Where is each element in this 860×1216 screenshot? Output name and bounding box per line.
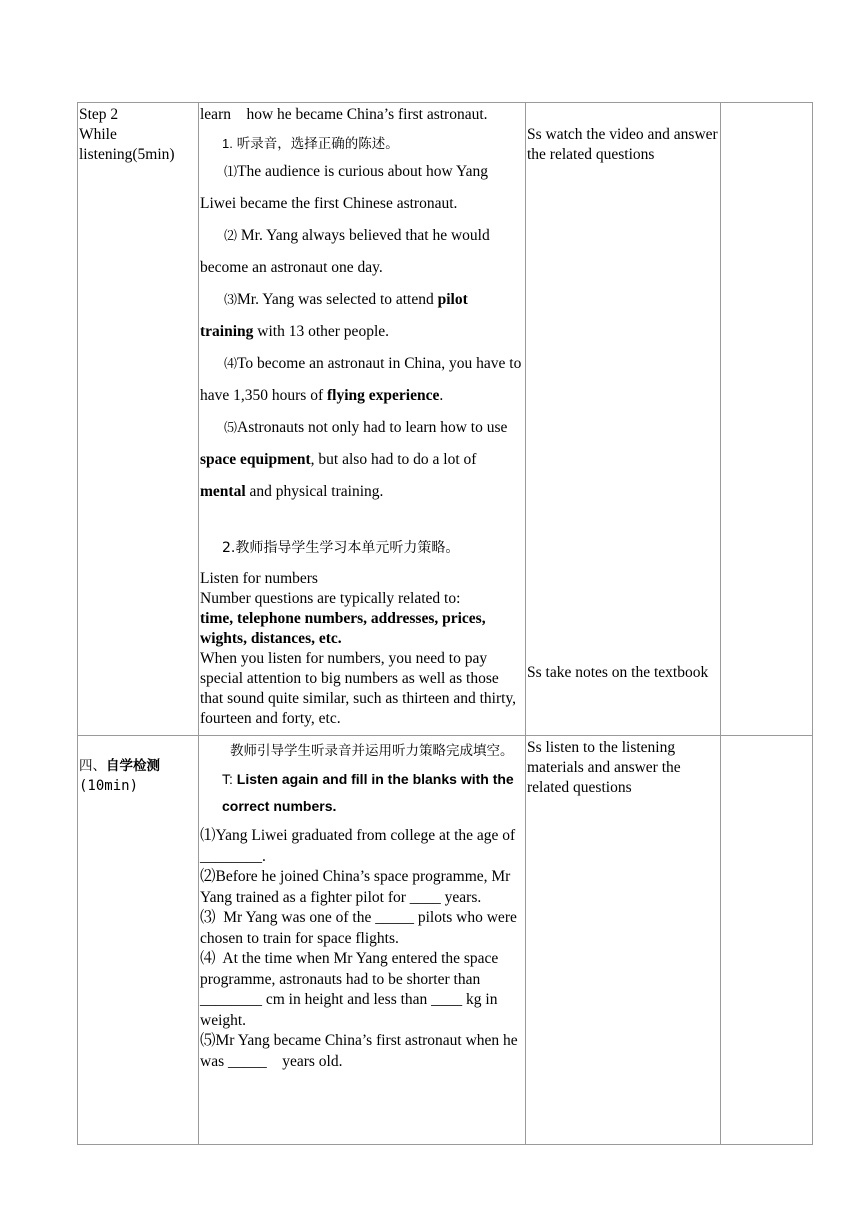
step-cell xyxy=(78,103,199,736)
content-cell xyxy=(199,736,526,1145)
activity-notes: Ss take notes on the textbook xyxy=(527,664,709,681)
guide-text: 教师引导学生听录音并运用听力策略完成填空。 xyxy=(230,743,514,759)
keyword: mental xyxy=(200,483,246,500)
activity-watch: Ss watch the video and answer the related questions xyxy=(527,126,718,163)
statement-item xyxy=(200,412,524,508)
statement-text: The audience is curious about how Yang Liwei became the first Chinese astronaut. xyxy=(200,163,488,212)
statement-number: ⑷ xyxy=(224,356,238,371)
step-bold: 自学检测 xyxy=(106,758,160,774)
step-time: listening(5min) xyxy=(79,146,175,163)
task1-number: 1. xyxy=(222,136,233,151)
statement-text: with 13 other people. xyxy=(253,323,390,340)
content-cell xyxy=(199,103,526,736)
statement-number: ⑴ xyxy=(224,164,238,179)
statement-item xyxy=(200,220,524,284)
instruction xyxy=(200,766,524,820)
statement-text: and physical training. xyxy=(245,483,384,500)
blank-item: ⑶ Mr Yang was one of the _____ pilots who were chosen to train for space flights. xyxy=(200,909,521,947)
blank-item: ⑸Mr Yang became China’s first astronaut when he was _____ years old. xyxy=(200,1032,522,1070)
strategy-bold: time, telephone numbers, addresses, prices, wights, distances, etc. xyxy=(200,610,486,647)
keyword: flying experience xyxy=(327,387,440,404)
activity-listen: Ss listen to the listening materials and answer the related questions xyxy=(527,739,681,796)
task1-label: 听录音，选择正确的陈述。 xyxy=(236,136,399,152)
task1-heading xyxy=(200,133,524,155)
statement-item xyxy=(200,348,524,412)
step-time: (10min) xyxy=(79,778,139,794)
statement-number: ⑶ xyxy=(224,292,238,307)
blank-item: ⑵Before he joined China’s space programme, Mr Yang trained as a fighter pilot for ____ years. xyxy=(200,868,514,906)
statement-text: Mr. Yang was selected to attend xyxy=(237,291,438,308)
strategy-title: Listen for numbers xyxy=(200,570,318,587)
intro-text: learn how he became China’s first astronaut. xyxy=(200,106,488,123)
statement-text: Mr. Yang always believed that he would become an astronaut one day. xyxy=(200,227,490,276)
statement-item xyxy=(200,284,524,348)
statement-number: ⑸ xyxy=(224,420,238,435)
instruction-text: Listen again and fill in the blanks with the correct numbers. xyxy=(222,771,514,814)
statement-text: Astronauts not only had to learn how to use xyxy=(237,419,508,436)
keyword: pilot training xyxy=(200,291,468,340)
blank-list xyxy=(200,826,524,1072)
notes-cell xyxy=(721,736,813,1145)
step-title: Step 2 xyxy=(79,106,119,123)
step-cell xyxy=(78,736,199,1145)
activity-cell xyxy=(526,736,721,1145)
strategy-intro: Number questions are typically related to: xyxy=(200,590,461,607)
lesson-plan-table xyxy=(77,102,813,1145)
strategy-text: When you listen for numbers, you need to pay special attention to big numbers as well as those that sound quite similar, such as thirteen and thirty, fourteen and forty, etc. xyxy=(200,650,517,727)
blank-item: ⑷ At the time when Mr Yang entered the space programme, astronauts had to be shorter than ________ cm in height and less than ____ kg in weight. xyxy=(200,950,503,1029)
statement-text: To become an astronaut in China, you have to have 1,350 hours of xyxy=(200,355,522,404)
step-title xyxy=(79,756,197,776)
notes-cell xyxy=(721,103,813,736)
task2-label: 2.教师指导学生学习本单元听力策略。 xyxy=(222,540,460,556)
statement-text: , but also had to do a lot of xyxy=(310,451,477,468)
statement-list xyxy=(200,156,524,508)
table-row xyxy=(78,103,813,736)
statement-number: ⑵ xyxy=(224,228,238,243)
statement-text: . xyxy=(439,387,444,404)
keyword: space equipment xyxy=(200,451,311,468)
activity-cell xyxy=(526,103,721,736)
instruction-prefix: T: xyxy=(222,771,237,787)
statement-item xyxy=(200,156,524,220)
table-row xyxy=(78,736,813,1145)
step-subtitle: While xyxy=(79,126,117,143)
step-prefix: 四、 xyxy=(79,758,106,774)
blank-item: ⑴Yang Liwei graduated from college at the age of ________. xyxy=(200,827,520,865)
